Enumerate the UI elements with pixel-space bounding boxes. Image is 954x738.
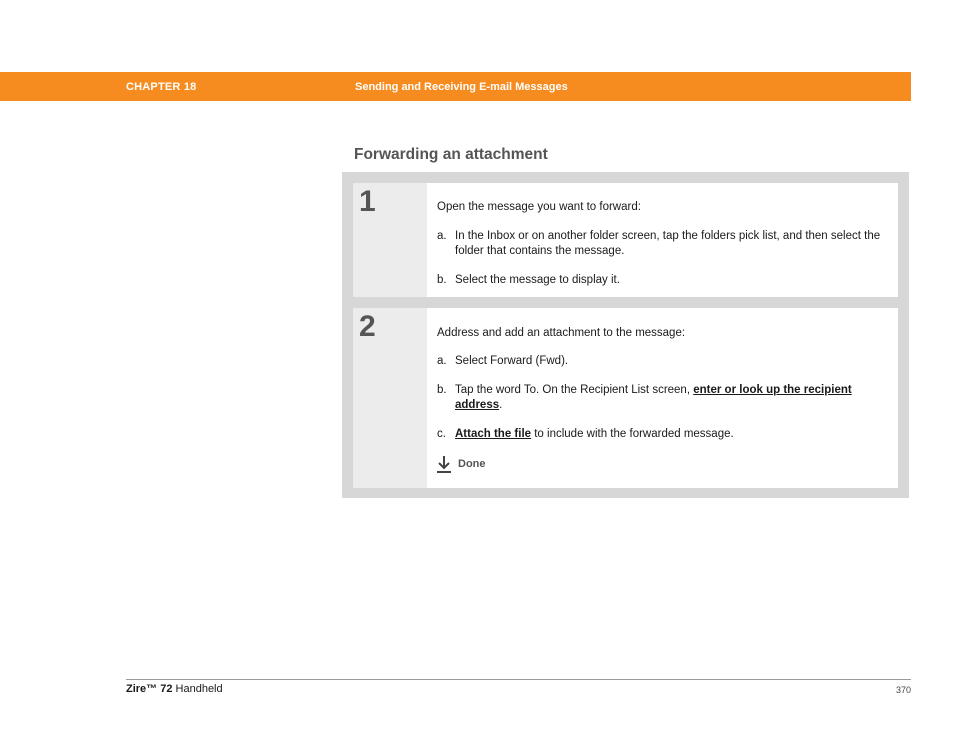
item-text-after: to include with the forwarded message.: [531, 428, 734, 440]
step-1: [353, 183, 898, 297]
item-letter: a.: [437, 230, 447, 242]
item-text-before: Tap the word To. On the Recipient List screen,: [455, 384, 694, 396]
item-letter: a.: [437, 355, 447, 367]
attach-file-link[interactable]: Attach the file: [455, 428, 532, 440]
footer-rule: [126, 679, 911, 680]
item-text: [455, 427, 887, 442]
step-item: [437, 427, 887, 442]
recipient-address-link[interactable]: enter or look up the recipient address: [455, 384, 852, 411]
product-name-rest: Handheld: [172, 683, 223, 695]
step-number-column: [353, 183, 427, 297]
product-name-bold: Zire™ 72: [126, 683, 173, 695]
step-number: 1: [359, 185, 376, 218]
chapter-label: CHAPTER 18: [126, 81, 197, 93]
footer-product-name: [126, 683, 223, 695]
item-text: In the Inbox or on another folder screen, tap the folders pick list, and then select the folder that contains the message.: [455, 230, 881, 257]
step-item: [437, 229, 887, 259]
item-text: [455, 383, 887, 413]
step-item: [437, 273, 887, 288]
item-text: Select the message to display it.: [455, 274, 620, 286]
step-intro: Address and add an attachment to the message:: [437, 327, 686, 339]
section-title: Forwarding an attachment: [354, 146, 548, 163]
page-number: 370: [895, 685, 911, 695]
step-item: [437, 383, 887, 413]
item-letter: b.: [437, 384, 447, 396]
step-intro: Open the message you want to forward:: [437, 201, 641, 213]
item-letter: b.: [437, 274, 447, 286]
step-number-column: [353, 308, 427, 488]
item-text: Select Forward (Fwd).: [455, 355, 569, 367]
chapter-title: Sending and Receiving E-mail Messages: [355, 81, 568, 93]
step-item: [437, 354, 887, 369]
item-text-after: .: [499, 399, 503, 411]
step-2: [353, 308, 898, 488]
done-label: Done: [458, 458, 486, 470]
step-number: 2: [359, 310, 376, 343]
item-letter: c.: [437, 428, 446, 440]
down-arrow-icon: [437, 455, 451, 473]
